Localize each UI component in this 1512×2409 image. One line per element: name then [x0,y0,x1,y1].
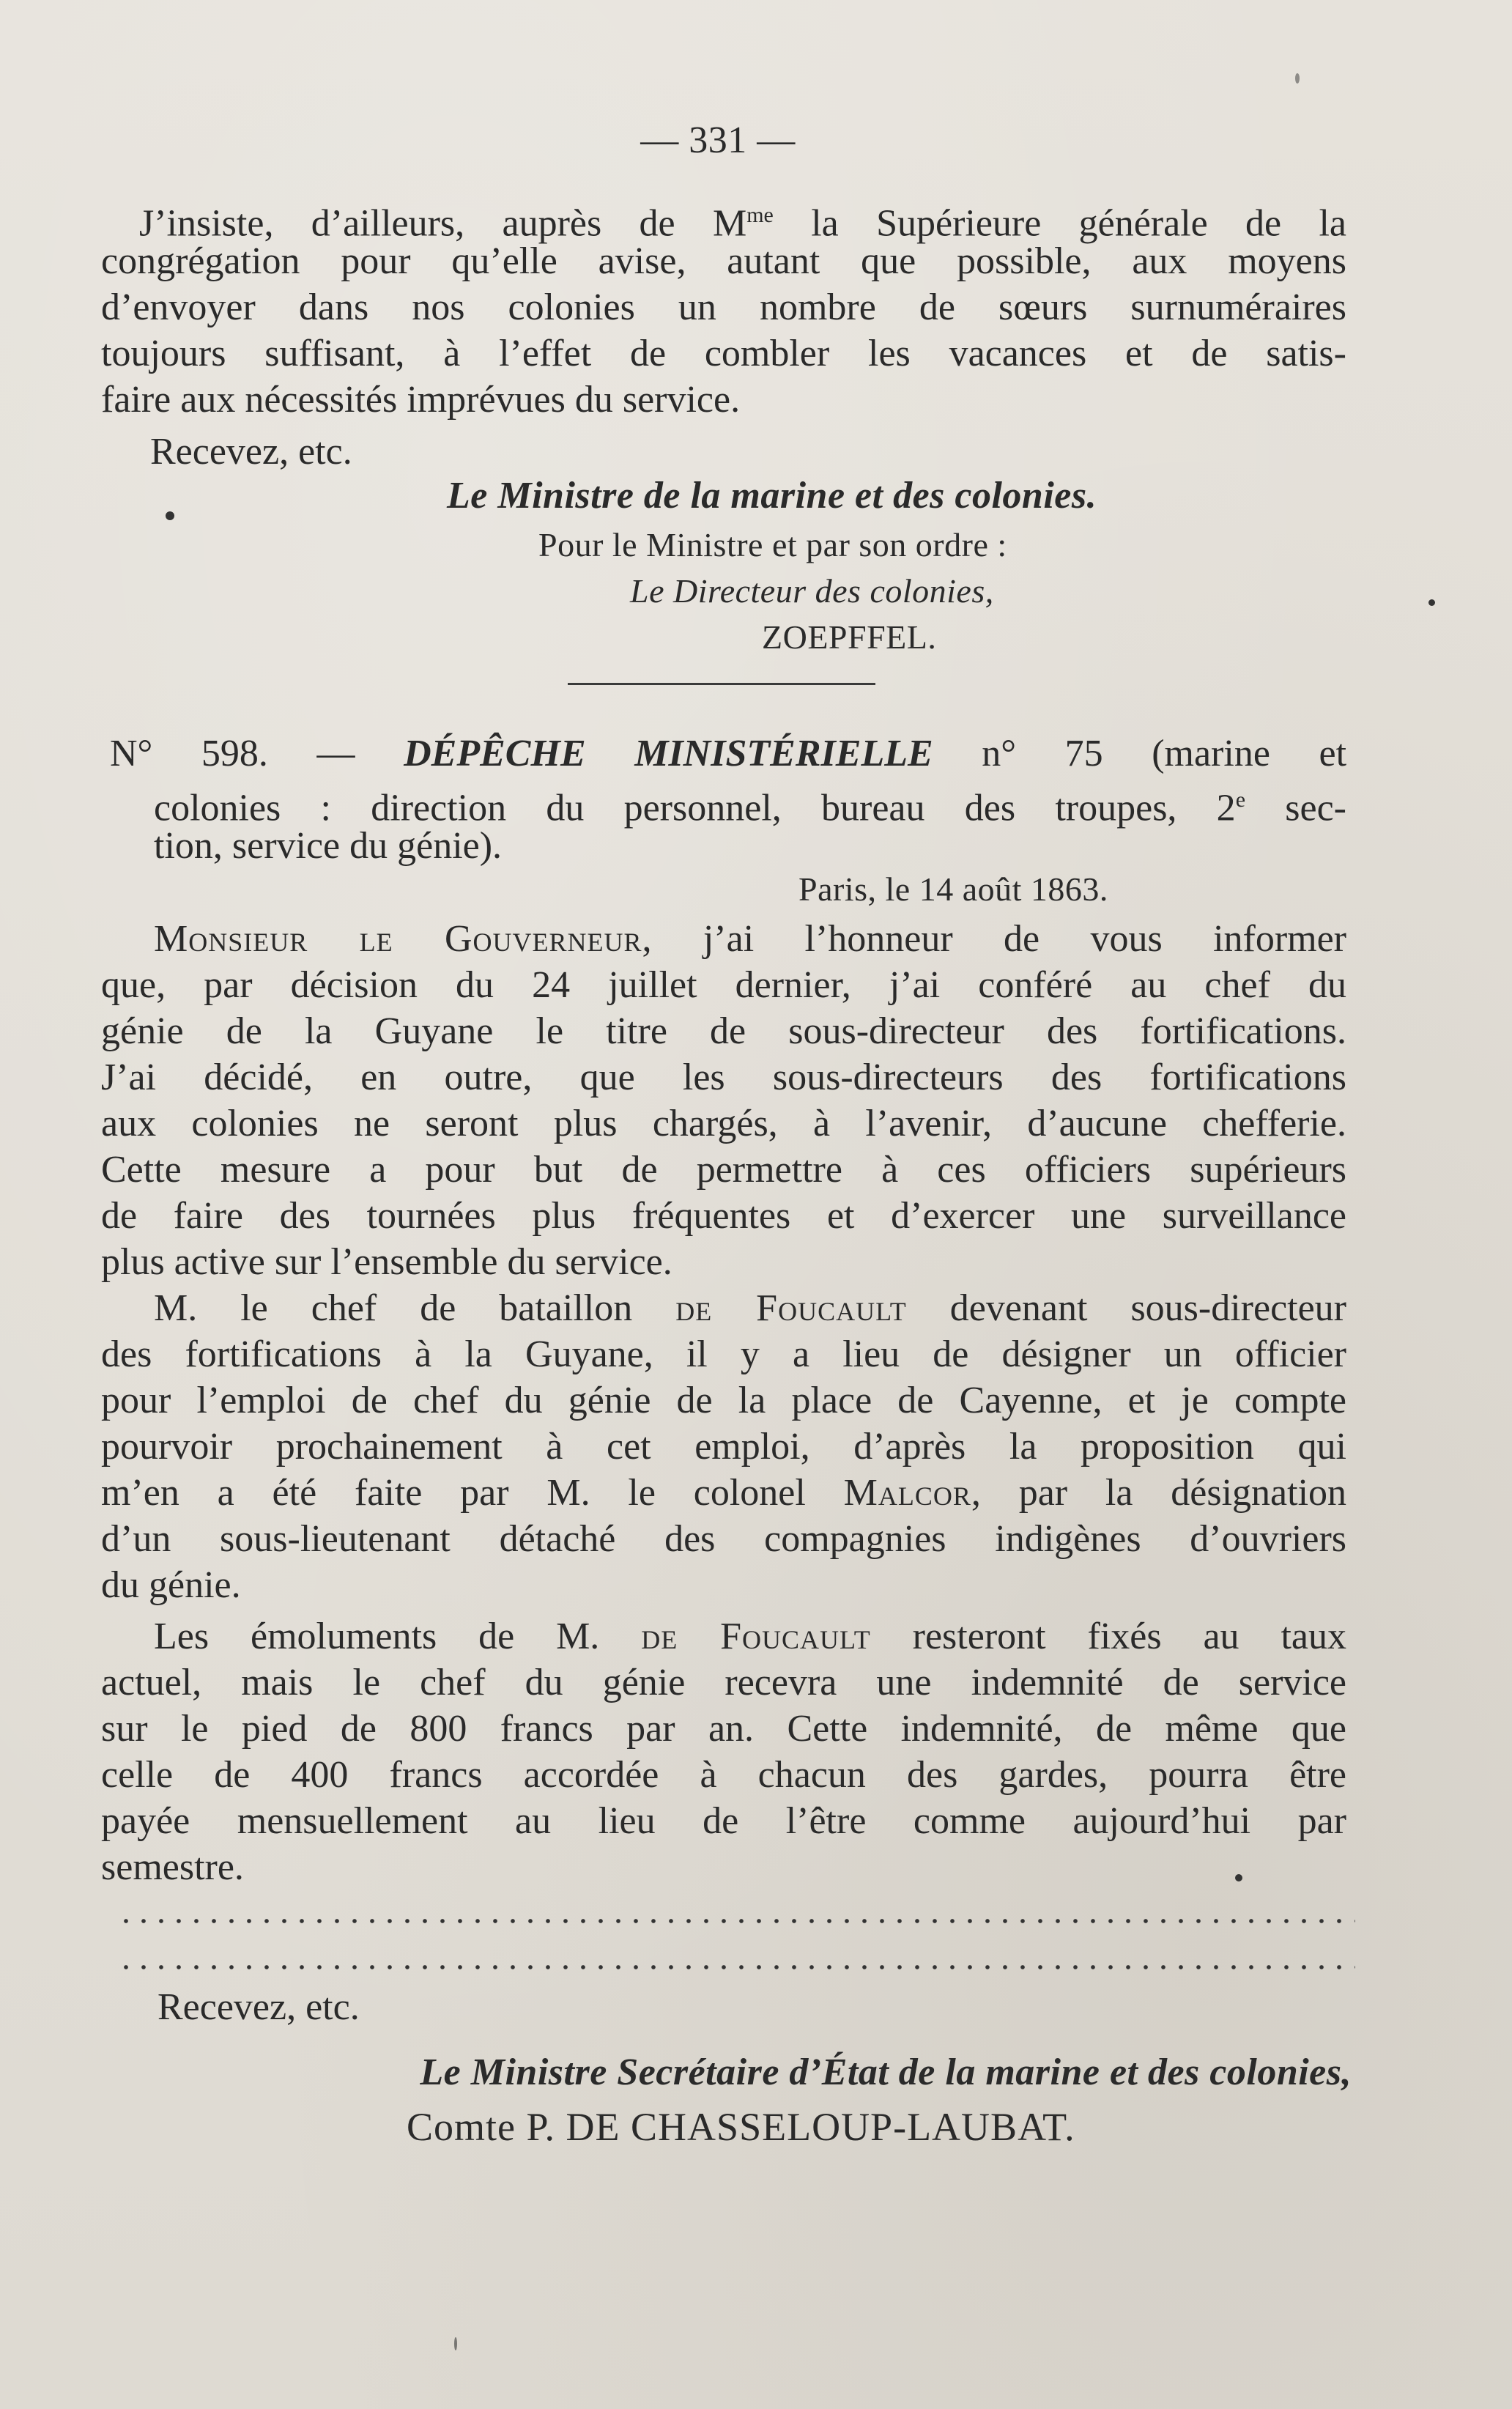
closing-2: Recevez, etc. [158,1986,360,2028]
name-de-foucault-2: de Foucault [641,1616,871,1657]
para3-line-7: du génie. [101,1564,241,1606]
print-speck [1295,73,1300,84]
para1-line-2: congrégation pour qu’elle avise, autant que possible, aux moyens [101,240,1346,282]
para3-line-4: pourvoir prochainement à cet emploi, d’après la proposition qui [101,1426,1346,1468]
para1-line-1-text: J’insiste, d’ailleurs, auprès de M [139,202,747,245]
para2-line-6: Cette mesure a pour but de permettre à ces officiers supérieurs [101,1149,1346,1191]
signature1-for-line: Pour le Ministre et par son ordre : [538,526,1007,563]
para2-line-1-text: j’ai l’honneur de vous informer [703,918,1346,960]
para1-line-4: toujours suffisant, à l’effet de combler les vacances et de satis- [101,333,1346,374]
section-divider [568,683,875,685]
superscript-me: me [746,203,774,227]
print-speck [1428,599,1435,606]
print-speck [166,511,174,520]
para4-line-5: payée mensuellement au lieu de l’être comme aujourd’hui par [101,1800,1346,1842]
para4-line-1 [154,1613,1346,1659]
para4-line-1b: resteront fixés au taux [912,1616,1346,1657]
dispatch-header-line-3: tion, service du génie). [154,825,503,867]
para4-line-4: celle de 400 francs accordée à chacun des gardes, pourra être [101,1754,1346,1796]
dispatch-ref-line-2b: sec- [1285,787,1346,829]
para3-line-1a: M. le chef de bataillon [154,1287,633,1329]
para3-line-6: d’un sous-lieutenant détaché des compagnies indigènes d’ouvriers [101,1518,1346,1560]
dispatch-number: N° 598. [110,733,268,774]
closing-1: Recevez, etc. [150,431,352,473]
para2-line-4: J’ai décidé, en outre, que les sous-directeurs des fortifications [101,1057,1346,1098]
para4-line-2: actuel, mais le chef du génie recevra une indemnité de service [101,1662,1346,1703]
para3-line-3: pour l’emploi de chef du génie de la place de Cayenne, et je compte [101,1380,1346,1421]
signature1-name: ZOEPFFEL. [762,618,937,656]
dispatch-dash: — [316,733,355,774]
para3-line-5 [101,1470,1346,1516]
dispatch-title: DÉPÊCHE MINISTÉRIELLE [404,733,933,774]
para1-line-3: d’envoyer dans nos colonies un nombre de sœurs surnuméraires [101,286,1346,328]
para3-line-1 [154,1285,1346,1331]
ellipsis-row-1 [117,1917,1355,1925]
para2-line-7: de faire des tournées plus fréquentes et d’exercer une surveillance [101,1195,1346,1237]
superscript-e: e [1235,788,1246,812]
para2-line-8: plus active sur l’ensemble du service. [101,1241,672,1283]
salutation: Monsieur le Gouverneur, [154,918,653,960]
ellipsis-row-2 [117,1964,1355,1971]
dispatch-ref-line-2a: colonies : direction du personnel, bureau des troupes, 2 [154,787,1236,829]
page-number: — 331 — [640,119,796,161]
signature1-director: Le Directeur des colonies, [630,572,994,610]
para2-line-2: que, par décision du 24 juillet dernier, j’ai conféré au chef du [101,964,1346,1006]
para4-line-6: semestre. [101,1846,244,1888]
signature2-title: Le Ministre Secrétaire d’État de la marine et des colonies, [420,2051,1352,2093]
para3-line-1b: devenant sous-directeur [949,1287,1346,1329]
signature1-title: Le Ministre de la marine et des colonies. [447,475,1097,517]
para4-line-1a: Les émoluments de M. [154,1616,600,1657]
para1-line-5: faire aux nécessités imprévues du service. [101,379,741,421]
para3-line-5b: , par la désignation [971,1472,1347,1514]
date-line: Paris, le 14 août 1863. [798,870,1108,908]
para2-line-5: aux colonies ne seront plus chargés, à l’avenir, d’aucune chefferie. [101,1103,1346,1144]
dispatch-ref-tail: n° 75 (marine et [982,733,1347,774]
para2-line-1 [154,916,1346,962]
name-de-foucault: de Foucault [675,1287,907,1329]
para2-line-3: génie de la Guyane le titre de sous-directeur des fortifications. [101,1010,1346,1052]
para1-line-1-tail: la Supérieure générale de la [811,202,1347,245]
para4-line-3: sur le pied de 800 francs par an. Cette indemnité, de même que [101,1708,1346,1750]
print-speck [1235,1874,1242,1881]
dispatch-header-line-1 [110,730,1346,777]
print-speck [454,2337,457,2350]
para3-line-5a: m’en a été faite par M. le colonel [101,1472,806,1514]
para3-line-2: des fortifications à la Guyane, il y a lieu de désigner un officier [101,1333,1346,1375]
signature2-name: Comte P. DE CHASSELOUP-LAUBAT. [407,2105,1075,2149]
name-malcor: Malcor [843,1472,971,1514]
